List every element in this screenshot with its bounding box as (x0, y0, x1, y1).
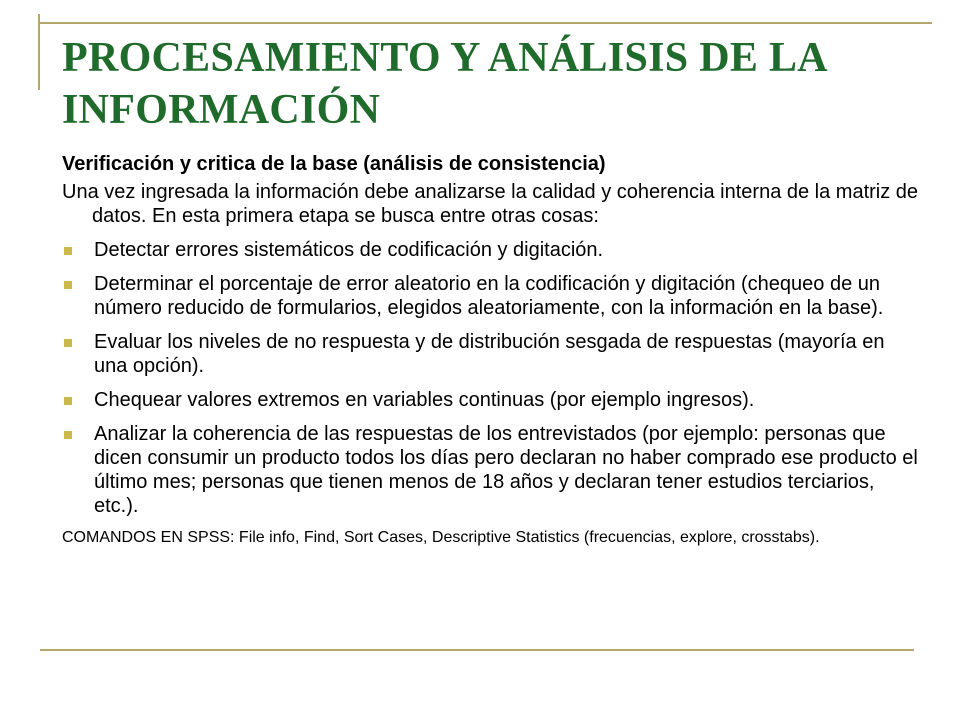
square-bullet-icon (64, 339, 72, 347)
bullet-text: Chequear valores extremos en variables continuas (por ejemplo ingresos). (94, 389, 755, 411)
spss-commands-note: COMANDOS EN SPSS: File info, Find, Sort Cases, Descriptive Statistics (frecuencias, explore, crosstabs). (62, 529, 820, 546)
slide-title: PROCESAMIENTO Y ANÁLISIS DE LA INFORMACIÓN (62, 35, 826, 133)
square-bullet-icon (64, 397, 72, 405)
bullet-item (62, 422, 922, 518)
bullet-item (62, 388, 922, 412)
square-bullet-icon (64, 247, 72, 255)
intro-paragraph: Una vez ingresada la información debe analizarse la calidad y coherencia interna de la matriz de datos. En esta primera etapa se busca entre otras cosas: (62, 181, 919, 227)
bullet-text: Analizar la coherencia de las respuestas de los entrevistados (por ejemplo: personas que dicen consumir un producto todos los días pero declaran no haber comprado ese producto el último mes; personas que tienen menos de 18 años y declaran tener estudios terciarios, etc.). (94, 423, 918, 517)
square-bullet-icon (64, 281, 72, 289)
bullet-item (62, 330, 922, 378)
bullet-text: Determinar el porcentaje de error aleatorio en la codificación y digitación (chequeo de un número reducido de formularios, elegidos aleatoriamente, con la información en la base). (94, 273, 884, 319)
left-divider (38, 14, 40, 90)
bullet-item (62, 272, 922, 320)
bullet-text: Evaluar los niveles de no respuesta y de distribución sesgada de respuestas (mayoría en una opción). (94, 331, 885, 377)
bottom-divider (40, 649, 914, 651)
slide-body (62, 152, 922, 547)
bullet-list (62, 238, 922, 518)
top-divider (40, 22, 932, 24)
bullet-item (62, 238, 922, 262)
square-bullet-icon (64, 431, 72, 439)
bullet-text: Detectar errores sistemáticos de codificación y digitación. (94, 239, 604, 261)
section-subheading: Verificación y critica de la base (análisis de consistencia) (62, 153, 606, 175)
